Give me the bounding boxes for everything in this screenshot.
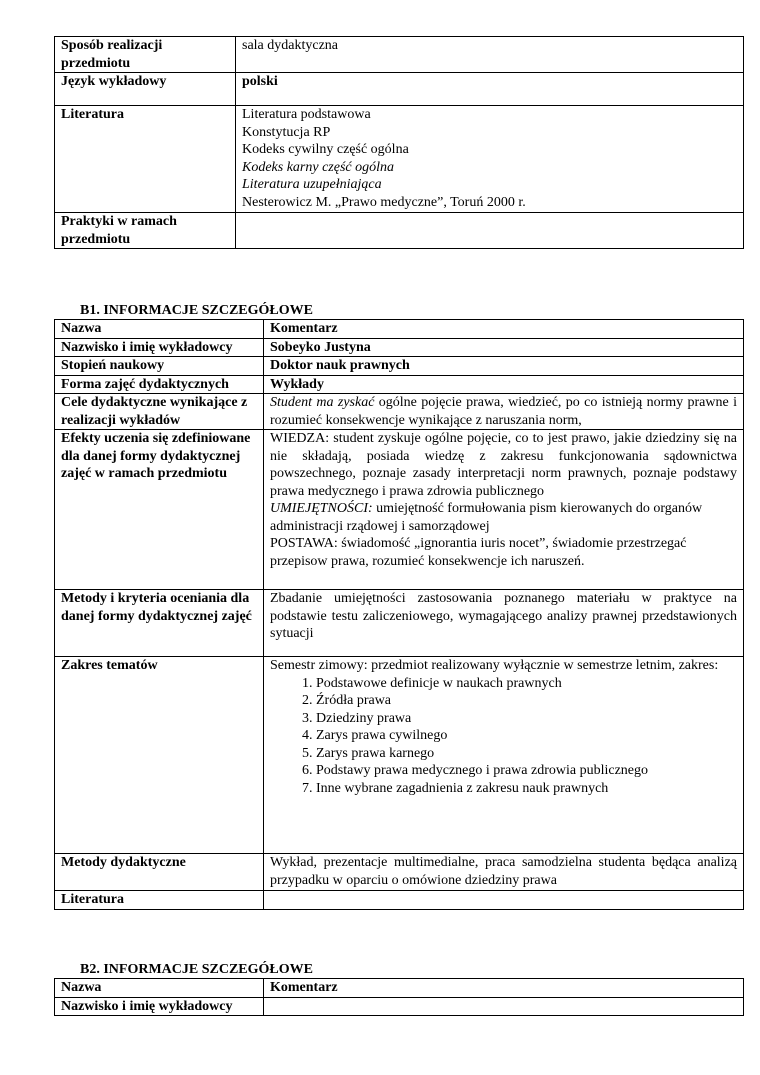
list-item: 6. Podstawy prawa medycznego i prawa zdrowia publicznego <box>316 762 737 780</box>
jezyk-value: polski <box>236 73 744 106</box>
table-row <box>55 37 744 73</box>
komentarz-header: Komentarz <box>264 979 744 998</box>
literatura-value <box>236 106 744 213</box>
stopien-label: Stopień naukowy <box>55 357 264 376</box>
efekty-value <box>264 430 744 590</box>
course-info-table <box>54 36 744 249</box>
list-item: 2. Źródła prawa <box>316 692 737 710</box>
literatura-b1-label: Literatura <box>55 891 264 910</box>
table-row <box>55 979 744 998</box>
literatura-b1-value <box>264 891 744 910</box>
praktyki-label: Praktyki w ramach przedmiotu <box>55 213 236 249</box>
metody-dyd-label: Metody dydaktyczne <box>55 854 264 891</box>
table-row <box>55 375 744 394</box>
list-item: 1. Podstawowe definicje w naukach prawnych <box>316 675 737 693</box>
jezyk-label: Język wykładowy <box>55 73 236 106</box>
zakres-value <box>264 657 744 854</box>
table-row <box>55 657 744 854</box>
table-row <box>55 394 744 430</box>
literatura-line: Kodeks cywilny część ogólna <box>242 142 409 157</box>
forma-value: Wykłady <box>264 375 744 394</box>
wykladowca-value <box>264 997 744 1016</box>
zakres-intro: Semestr zimowy: przedmiot realizowany wyłącznie w semestrze letnim, zakres: <box>270 658 719 673</box>
forma-label: Forma zajęć dydaktycznych <box>55 375 264 394</box>
nazwa-header: Nazwa <box>55 320 264 339</box>
table-row <box>55 320 744 339</box>
cele-label: Cele dydaktyczne wynikające z realizacji wykładów <box>55 394 264 430</box>
zakres-list <box>270 675 737 798</box>
metody-ocen-value: Zbadanie umiejętności zastosowania poznanego materiału w praktyce na podstawie testu zaliczeniowego, wymagającego analizy prawnej przedstawionych sytuacji <box>264 590 744 657</box>
table-row <box>55 357 744 376</box>
b2-table <box>54 978 744 1016</box>
wykladowca-label: Nazwisko i imię wykładowcy <box>55 338 264 357</box>
metody-ocen-label: Metody i kryteria oceniania dla danej formy dydaktycznej zajęć <box>55 590 264 657</box>
literatura-line: Konstytucja RP <box>242 124 331 140</box>
efekty-umiej-label: UMIEJĘTNOŚCI: <box>270 501 373 516</box>
list-item: 7. Inne wybrane zagadnienia z zakresu nauk prawnych <box>316 780 737 798</box>
b1-table <box>54 319 744 910</box>
b2-heading: B2. INFORMACJE SZCZEGÓŁOWE <box>80 962 313 977</box>
metody-dyd-value: Wykład, prezentacje multimedialne, praca samodzielna studenta będąca analizą przypadku w oparciu o omówione dziedziny prawa <box>264 854 744 891</box>
wykladowca-label: Nazwisko i imię wykładowcy <box>55 997 264 1016</box>
list-item: 4. Zarys prawa cywilnego <box>316 727 737 745</box>
sposob-label: Sposób realizacji przedmiotu <box>55 37 236 73</box>
komentarz-header: Komentarz <box>264 320 744 339</box>
zakres-label: Zakres tematów <box>55 657 264 854</box>
b1-heading: B1. INFORMACJE SZCZEGÓŁOWE <box>80 303 313 318</box>
table-row <box>55 213 744 249</box>
stopien-value: Doktor nauk prawnych <box>264 357 744 376</box>
cele-italic: Student ma zyskać <box>270 395 375 410</box>
table-row <box>55 891 744 910</box>
table-row <box>55 106 744 213</box>
cele-value <box>264 394 744 430</box>
wykladowca-value: Sobeyko Justyna <box>264 338 744 357</box>
nazwa-header: Nazwa <box>55 979 264 998</box>
efekty-umiej-text: umiejętność formułowania pism kierowanych do organów administracji rządowej i samorządowej <box>270 501 703 534</box>
table-row <box>55 590 744 657</box>
sposob-value: sala dydaktyczna <box>236 37 744 73</box>
literatura-line: Nesterowicz M. „Prawo medyczne”, Toruń 2000 r. <box>242 194 526 210</box>
literatura-line: Literatura podstawowa <box>242 107 371 122</box>
literatura-label: Literatura <box>55 106 236 213</box>
efekty-label: Efekty uczenia się zdefiniowane dla danej formy dydaktycznej zajęć w ramach przedmiotu <box>55 430 264 590</box>
list-item: 3. Dziedziny prawa <box>316 710 737 728</box>
praktyki-value <box>236 213 744 249</box>
list-item: 5. Zarys prawa karnego <box>316 745 737 763</box>
cele-text: ogólne pojęcie prawa, wiedzieć, po co istnieją normy prawne i rozumieć konsekwencje wynikające z naruszania norm, <box>270 395 737 428</box>
table-row <box>55 73 744 106</box>
efekty-wiedza: WIEDZA: student zyskuje ogólne pojęcie, co to jest prawo, jakie dziedziny się na nie składają, posiada wiedzę z zakresu funkcjonowania sądownictwa powszechnego, poznaje zasady interpretacji norm prawnych, poznaje podstawy prawa medycznego i prawa zdrowia publicznego <box>270 431 737 499</box>
literatura-line: Literatura uzupełniająca <box>242 177 382 192</box>
table-row <box>55 997 744 1016</box>
table-row <box>55 430 744 590</box>
table-row <box>55 338 744 357</box>
literatura-line: Kodeks karny część ogólna <box>242 159 395 175</box>
efekty-postawa: POSTAWA: świadomość „ignorantia iuris nocet”, świadomie przestrzegać przepisow prawa, rozumieć konsekwencje ich naruszeń. <box>270 536 687 569</box>
table-row <box>55 854 744 891</box>
